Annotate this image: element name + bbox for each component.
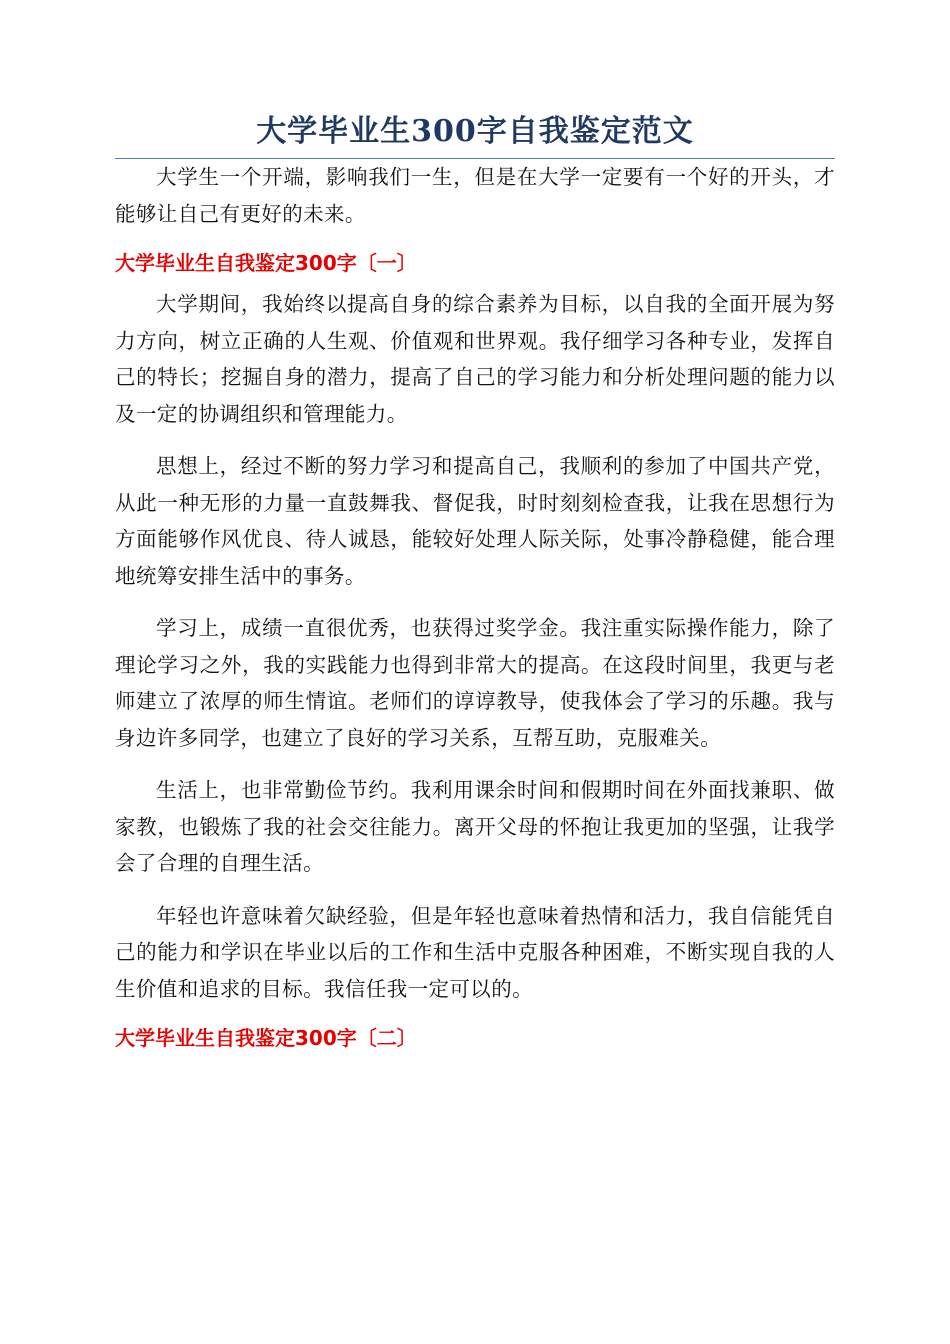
section-1-paragraph-3: 学习上，成绩一直很优秀，也获得过奖学金。我注重实际操作能力，除了理论学习之外，我的实践能力也得到非常大的提高。在这段时间里，我更与老师建立了浓厚的师生情谊。老师们的谆谆教导，使我体会了学习的乐趣。我与身边许多同学，也建立了良好的学习关系，互帮互助，克服难关。 [115,616,835,750]
document-title: 大学毕业生300字自我鉴定范文 [115,110,835,159]
section-1-paragraph-2: 思想上，经过不断的努力学习和提高自己，我顺利的参加了中国共产党，从此一种无形的力量一直鼓舞我、督促我，时时刻刻检查我，让我在思想行为方面能够作风优良、待人诚恳，能较好处理人际关际，处事冷静稳健，能合理地统筹安排生活中的事务。 [115,454,835,588]
document-page [115,110,835,1053]
intro-paragraph: 大学生一个开端，影响我们一生，但是在大学一定要有一个好的开头，才能够让自己有更好的未来。 [115,165,835,226]
section-heading-1: 大学毕业生自我鉴定300字〔一〕 [115,251,417,275]
section-1-paragraph-4: 生活上，也非常勤俭节约。我利用课余时间和假期时间在外面找兼职、做家教，也锻炼了我的社会交往能力。离开父母的怀抱让我更加的坚强，让我学会了合理的自理生活。 [115,778,835,875]
section-1-paragraph-5: 年轻也许意味着欠缺经验，但是年轻也意味着热情和活力，我自信能凭自己的能力和学识在毕业以后的工作和生活中克服各种困难，不断实现自我的人生价值和追求的目标。我信任我一定可以的。 [115,903,835,1001]
section-heading-2: 大学毕业生自我鉴定300字〔二〕 [115,1026,417,1050]
section-1-paragraph-1: 大学期间，我始终以提高自身的综合素养为目标，以自我的全面开展为努力方向，树立正确的人生观、价值观和世界观。我仔细学习各种专业，发挥自己的特长；挖掘自身的潜力，提高了自己的学习能力和分析处理问题的能力以及一定的协调组织和管理能力。 [115,292,835,426]
